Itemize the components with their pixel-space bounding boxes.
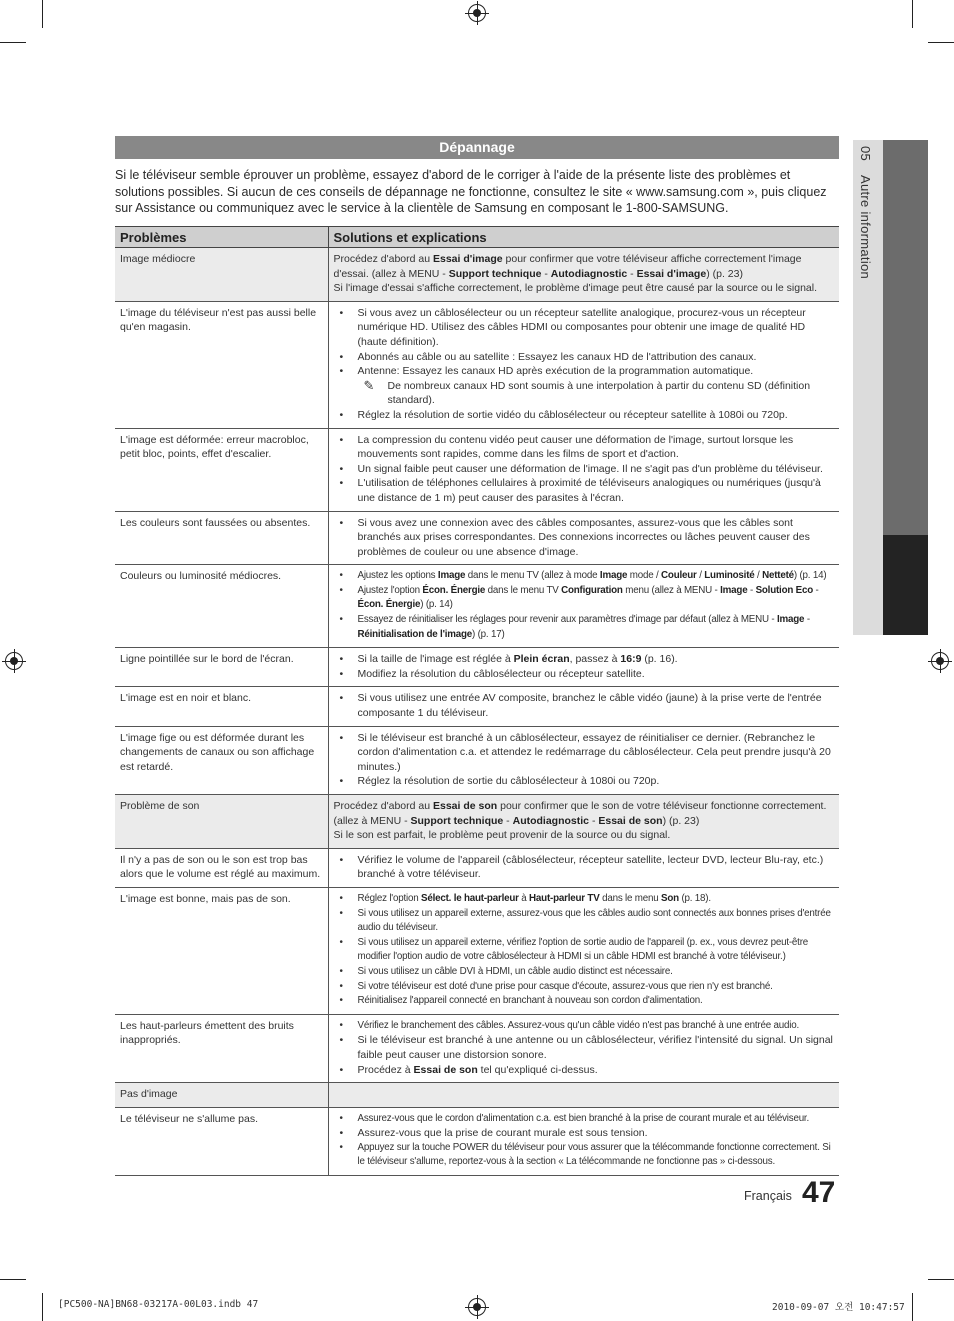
list-item: • Appuyez sur la touche POWER du téléviseur pour vous assurer que la télécommande fonctionne correctement. Si le téléviseur s'allume, reportez-vous à la section « La télécommande ne fonctionne pas » ci-dessous.	[334, 1141, 835, 1170]
list-item: • Si vous avez un câblosélecteur ou un récepteur satellite analogique, procurez-vous un récepteur numérique HD. Utilisez des câbles HDMI ou composantes pour obtenir une image de qualité HD (haute définition).	[334, 306, 835, 350]
menu-term: Sélect. le haut-parleur	[420, 892, 519, 904]
text: -	[541, 267, 551, 280]
menu-term: Essai de son	[413, 1063, 478, 1076]
list-item: • Si le téléviseur est branché à un câblosélecteur, essayez de réinitialiser ce dernier. (Rebranchez le cordon d'alimentation c.a. et attendez le redémarrage du câblosélecteur. Cela peut prendre jusqu'à 20 minutes.)	[334, 731, 835, 775]
table-row	[115, 648, 839, 687]
registration-mark-icon	[468, 4, 486, 22]
list-item: • Antenne: Essayez les canaux HD après exécution de la programmation automatique.	[334, 364, 835, 379]
menu-term: Essai de son	[598, 814, 663, 827]
list-item: • Assurez-vous que la prise de courant murale est sous tension.	[334, 1126, 835, 1141]
section-empty-cell	[328, 1083, 839, 1108]
menu-term: Essai d'image	[433, 253, 503, 265]
print-slug-date: 2010-09-07 오전 10:47:57	[772, 1302, 905, 1313]
problem-cell: Les haut-parleurs émettent des bruits inappropriés.	[115, 1014, 328, 1082]
registration-mark-icon	[468, 1298, 486, 1316]
text: Si l'image d'essai s'affiche correctement, le problème d'image peut être causé par la source ou le signal.	[333, 282, 817, 295]
problem-cell: L'image est déformée: erreur macrobloc, petit bloc, points, effet d'escalier.	[115, 428, 328, 511]
menu-term: Haut-parleur TV	[529, 892, 600, 904]
chapter-title: Autre information	[858, 174, 873, 280]
chapter-tab-marker	[883, 535, 928, 635]
crop-mark	[928, 1279, 954, 1280]
chapter-tab-label	[858, 146, 873, 279]
text: mode /	[627, 570, 662, 582]
problem-cell: L'image est en noir et blanc.	[115, 687, 328, 726]
problem-cell: Image médiocre	[115, 248, 328, 302]
menu-term: Luminosité	[704, 570, 755, 582]
solution-cell	[328, 687, 839, 726]
text: dans le menu TV (allez à mode	[465, 570, 600, 582]
text: dans le menu	[599, 892, 662, 904]
text: menu (allez à MENU -	[622, 584, 721, 596]
list-item: • Réinitialisez l'appareil connecté en branchant à nouveau son cordon d'alimentation.	[334, 994, 835, 1009]
menu-term: Image	[437, 570, 466, 582]
text: ) (p. 14)	[420, 599, 453, 611]
text: Essayez de réinitialiser les réglages pour revenir aux paramètres d'image par défaut (allez à MENU -	[357, 614, 777, 626]
list-item: • Si vous avez une connexion avec des câbles composantes, assurez-vous que les câbles sont branchés aux prises correspondantes. Des connexions incorrectes ou lâches peuvent causer des problèmes de couleur ou une absence d'image.	[334, 516, 835, 560]
problem-cell: Ligne pointillée sur le bord de l'écran.	[115, 648, 328, 687]
menu-term: Netteté	[762, 570, 794, 582]
text: -	[813, 584, 819, 596]
menu-term: Image	[599, 570, 628, 582]
chapter-number: 05	[858, 146, 873, 162]
registration-mark-icon	[5, 652, 23, 670]
crop-mark	[42, 0, 43, 28]
menu-term: Autodiagnostic	[550, 267, 628, 280]
menu-term: 16:9	[620, 653, 642, 666]
list-item: • Assurez-vous que le cordon d'alimentation c.a. est bien branché à la prise de courant murale et au téléviseur.	[334, 1112, 835, 1127]
table-row	[115, 428, 839, 511]
list-item: • La compression du contenu vidéo peut causer une déformation de l'image, surtout lorsque les mouvements sont rapides, comme dans les films de sport et d'action.	[334, 433, 835, 462]
text: , passez à	[569, 653, 621, 666]
menu-term: Couleur	[661, 570, 697, 582]
table-row	[115, 1014, 839, 1082]
list-item: • Si le téléviseur est branché à une antenne ou un câblosélecteur, vérifiez l'intensité du signal. Un signal faible peut causer une distorsion sonore.	[334, 1033, 835, 1062]
problem-cell: Il n'y a pas de son ou le son est trop bas alors que le volume est réglé au maximum.	[115, 848, 328, 887]
note-item: ✎ De nombreux canaux HD sont soumis à une interpolation à partir du contenu SD (définition standard).	[334, 379, 835, 408]
list-item: • Abonnés au câble ou au satellite : Essayez les canaux HD de l'attribution des canaux.	[334, 350, 835, 365]
text: ) (p. 17)	[472, 628, 505, 640]
problem-cell: L'image est bonne, mais pas de son.	[115, 887, 328, 1014]
menu-term: Solution Eco	[755, 584, 814, 596]
list-item: • Si vous utilisez un appareil externe, vérifiez l'option de sortie audio de l'appareil (p. ex., vous devrez peut-être modifier l'option audio de votre câblosélecteur à HDMI si un câble HDMI est branché à votre téléviseur.)	[334, 936, 835, 965]
solution-cell	[328, 1014, 839, 1082]
menu-term: Support technique	[410, 814, 504, 827]
list-item	[334, 584, 835, 613]
menu-term: Écon. Énergie	[422, 584, 486, 596]
list-item: • Modifiez la résolution du câblosélecteur ou récepteur satellite.	[334, 667, 835, 682]
problem-cell: Le téléviseur ne s'allume pas.	[115, 1107, 328, 1175]
list-item: • Si votre téléviseur est doté d'une prise pour casque d'écoute, assurez-vous que rien n'y est branché.	[334, 980, 835, 995]
text: dans le menu TV	[485, 584, 562, 596]
text: ) (p. 23)	[662, 814, 700, 827]
menu-term: Plein écran	[513, 653, 570, 666]
table-row	[115, 301, 839, 428]
text: Procédez d'abord au	[333, 253, 433, 265]
list-item: • Réglez la résolution de sortie vidéo du câblosélecteur ou récepteur satellite à 1080i ou 720p.	[334, 408, 835, 423]
table-row	[115, 511, 839, 565]
crop-mark	[912, 1293, 913, 1321]
table-header-row	[115, 227, 839, 248]
list-item	[334, 1063, 835, 1078]
menu-term: Configuration	[561, 584, 623, 596]
solution-cell	[328, 887, 839, 1014]
problem-cell: L'image fige ou est déformée durant les changements de canaux ou son affichage est retardé.	[115, 726, 328, 794]
table-row	[115, 565, 839, 648]
text: -	[589, 814, 599, 827]
problem-cell: Couleurs ou luminosité médiocres.	[115, 565, 328, 648]
chapter-tab-bar	[883, 140, 928, 535]
table-row	[115, 887, 839, 1014]
troubleshooting-table	[115, 226, 839, 1176]
solution-cell	[328, 795, 839, 849]
solution-cell	[328, 848, 839, 887]
print-slug-file: [PC500-NA]BN68-03217A-00L03.indb 47	[58, 1299, 259, 1310]
text: Si la taille de l'image est réglée à	[357, 653, 514, 666]
solution-cell	[328, 428, 839, 511]
text: /	[754, 570, 763, 582]
text: Ajustez l'option	[357, 584, 423, 596]
menu-term: Écon. Énergie	[357, 599, 421, 611]
menu-term: Support technique	[448, 267, 542, 280]
text: tel qu'expliqué ci-dessus.	[477, 1063, 598, 1076]
text: Ajustez les options	[357, 570, 438, 582]
solution-cell	[328, 648, 839, 687]
text: Réglez l'option	[357, 892, 421, 904]
problem-cell: Problème de son	[115, 795, 328, 849]
list-item: • Réglez la résolution de sortie du câblosélecteur à 1080i ou 720p.	[334, 774, 835, 789]
page-number: 47	[802, 1176, 836, 1209]
solution-cell	[328, 726, 839, 794]
text: -	[747, 584, 756, 596]
section-label: Pas d'image	[115, 1083, 328, 1108]
table-row	[115, 687, 839, 726]
list-item: • Vérifiez le volume de l'appareil (câblosélecteur, récepteur satellite, lecteur DVD, lecteur Blu-ray, etc.) branché à votre téléviseur.	[334, 853, 835, 882]
menu-term: Image	[720, 584, 748, 596]
list-item	[334, 569, 835, 584]
header-problems: Problèmes	[115, 227, 328, 248]
text: ) (p. 14)	[793, 570, 827, 582]
menu-term: Son	[661, 892, 679, 904]
menu-term: Image	[776, 614, 805, 626]
menu-term: Essai d'image	[636, 267, 707, 280]
menu-term: Essai de son	[433, 800, 498, 812]
table-row	[115, 248, 839, 302]
text: -	[503, 814, 513, 827]
text: à	[518, 892, 530, 904]
list-item	[334, 652, 835, 667]
intro-paragraph: Si le téléviseur semble éprouver un problème, essayez d'abord de le corriger à l'aide de la présente liste des problèmes et solutions possibles. Si aucun de ces conseils de dépannage ne fonctionne, consultez le site « www.samsung.com », puis cliquez sur Assistance ou communiquez avec le service à la clientèle de Samsung en composant le 1-800-SAMSUNG.	[115, 168, 827, 215]
table-section-row	[115, 1083, 839, 1108]
crop-mark	[928, 42, 954, 43]
table-row	[115, 795, 839, 849]
registration-mark-icon	[931, 652, 949, 670]
crop-mark	[0, 42, 26, 43]
text: -	[627, 267, 637, 280]
text: ) (p. 23)	[706, 267, 743, 280]
problem-cell: Les couleurs sont faussées ou absentes.	[115, 511, 328, 565]
text: pour confirmer que le son de votre téléviseur fonctionne correctement. (allez à MENU -	[333, 800, 827, 827]
header-solutions: Solutions et explications	[328, 227, 839, 248]
solution-cell	[328, 1107, 839, 1175]
list-item	[334, 892, 835, 907]
menu-term: Réinitialisation de l'image	[357, 628, 473, 640]
list-item: • Vérifiez le branchement des câbles. Assurez-vous qu'un câble vidéo n'est pas branché à une entrée audio.	[334, 1019, 835, 1034]
list-item	[334, 613, 835, 642]
text: Procédez d'abord au	[333, 800, 433, 812]
crop-mark	[912, 0, 913, 28]
text: pour confirmer que votre téléviseur affiche correctement l'image d'essai. (allez à MENU -	[333, 253, 802, 280]
text: (p. 18).	[678, 892, 711, 904]
crop-mark	[42, 1293, 43, 1321]
list-item: • Un signal faible peut causer une déformation de l'image. Il ne s'agit pas d'un problème du téléviseur.	[334, 462, 835, 477]
problem-cell: L'image du téléviseur n'est pas aussi belle qu'en magasin.	[115, 301, 328, 428]
solution-cell	[328, 511, 839, 565]
footer-language: Français	[744, 1189, 792, 1203]
table-row	[115, 1107, 839, 1175]
list-item: • Si vous utilisez un appareil externe, assurez-vous que les câbles audio sont connectés aux bonnes prises d'entrée audio du téléviseur.	[334, 907, 835, 936]
section-title: Dépannage	[115, 136, 839, 159]
text: Procédez à	[357, 1063, 414, 1076]
text: Si le son est parfait, le problème peut provenir de la source ou du signal.	[333, 829, 671, 842]
solution-cell	[328, 565, 839, 648]
list-item: • Si vous utilisez une entrée AV composite, branchez le câble vidéo (jaune) à la prise verte de l'entrée composante 1 du téléviseur.	[334, 691, 835, 720]
solution-cell	[328, 248, 839, 302]
text: (p. 16).	[641, 653, 678, 666]
text: -	[804, 614, 810, 626]
crop-mark	[0, 1279, 26, 1280]
list-item: • Si vous utilisez un câble DVI à HDMI, un câble audio distinct est nécessaire.	[334, 965, 835, 980]
table-row	[115, 848, 839, 887]
list-item: • L'utilisation de téléphones cellulaires à proximité de téléviseurs analogiques ou numériques (jusqu'à une distance de 1 m) peut causer des parasites à l'écran.	[334, 476, 835, 505]
text: /	[696, 570, 705, 582]
menu-term: Autodiagnostic	[512, 814, 590, 827]
table-row	[115, 726, 839, 794]
solution-cell	[328, 301, 839, 428]
